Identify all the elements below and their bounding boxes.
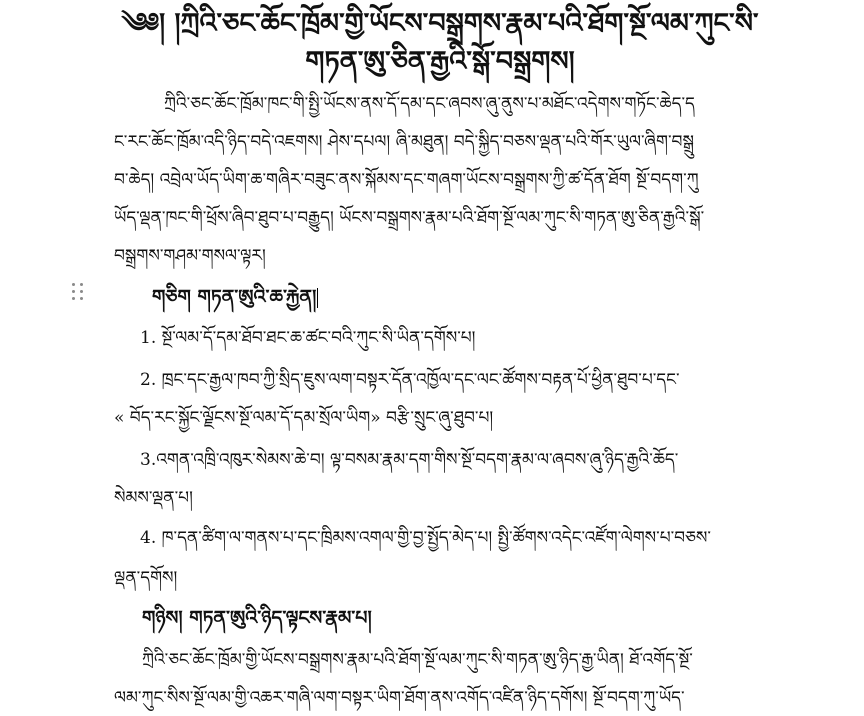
section-1-item-4-cont: ལྡན་དགོས།	[114, 568, 178, 588]
intro-line-3: བ་ཆེད། འབྲེལ་ཡོད་ཡིག་ཆ་གཞིར་བཟུང་ནས་སྐོམས་དང་གཞག་ཡོངས་བསྒྲགས་ཀྱི་ཚ་དོན་ཐོག སྔོ་བདག་ཀུ	[114, 170, 699, 190]
document-title-line-1: ༄༅། །ཀྲིའི་ཅང་ཆོང་ཁྲོམ་གྱི་ཡོངས་བསྒྲགས་རྣམ་པའི་ཐོག་སྔོ་ལམ་ཀུང་སི་	[121, 8, 759, 39]
section-1-item-3: 3.འགན་འཁྲི་འཁུར་སེམས་ཆེ་བ། ལྟ་བསམ་རྣམ་དག་གིས་སྔོ་བདག་རྣམ་ལ་ཞབས་ཞུ་ཉིད་རྒྱའི་ཆོད་	[140, 450, 679, 470]
section-1-item-2: 2. ཁྲང་དང་རྒྱལ་ཁབ་ཀྱི་སྲིད་ཇུས་ལག་བསྟར་དོན་འཁྱོལ་དང་ལང་ཚོགས་བརྟན་པོ་ཕྱིན་ཐུབ་པ་དང་	[140, 370, 680, 390]
section-2-line-2: ལམ་ཀུང་སིས་སྔོ་ལམ་གྱི་འཆར་གཞི་ལག་བསྟར་ཡིག་ཐོག་ནས་འགོད་འཛིན་ཉིད་དགོས། སྔོ་བདག་ཀུ་ཡོད་	[114, 688, 685, 708]
document-title-line-2: གཏན་ཨུ་ཅིན་རྒྱའི་སྒོ་བསྒྲགས།	[305, 46, 575, 77]
section-1-heading	[152, 282, 318, 312]
intro-line-5: བསྒྲགས་གཤམ་གསལ་ལྟར།	[114, 246, 266, 266]
intro-line-2: ང་རང་ཆོང་ཁྲོམ་འདི་ཉིད་བདེ་འཇགས། ཤེས་དཔལ། ཞི་མཐུན། བདེ་སྐྱིད་བཅས་ལྡན་པའི་གོར་ཡུལ་ཞིག་བསྒྲུ	[114, 132, 694, 152]
section-2-line-1: ཀྲིའི་ཅང་ཆོང་ཁྲོམ་གྱི་ཡོངས་བསྒྲགས་རྣམ་པའི་ཐོག་སྔོ་ལམ་ཀུང་སི་གཏན་ཨུ་ཉིད་རྒྱ་ཡིན། ཐོ་འགོད་སྔོ་	[142, 650, 693, 670]
text-cursor	[317, 288, 318, 308]
intro-line-4: ཡོད་ལྡན་ཁང་གི་ཕྲོས་ཞིབ་ཐུབ་པ་བརྒྱུད། ཡོངས་བསྒྲགས་རྣམ་པའི་ཐོག་སྔོ་ལམ་ཀུང་སི་གཏན་ཨུ་ཅིན་རྒྱའི་སྒོ་	[114, 208, 705, 228]
section-1-item-4: 4. ཁ་དན་ཚིག་ལ་གནས་པ་དང་ཁྲིམས་འགལ་གྱི་བྱ་སྤྱོད་མེད་པ། སྤྱི་ཚོགས་འདེང་འཛོག་ལེགས་པ་བཅས་	[140, 528, 711, 548]
section-1-item-2-cont: « བོད་རང་སྐྱོང་ལྗོངས་སྔོ་ལམ་དོ་དམ་སྲོལ་ཡིག» བརྩི་སྲུང་ཞུ་ཐུབ་པ།	[114, 408, 494, 428]
intro-line-1: ཀྲིའི་ཅང་ཆོང་ཁྲོམ་ཁང་གི་སྤྱི་ཡོངས་ནས་དོ་དམ་དང་ཞབས་ཞུ་ནུས་པ་མཐོང་འདེགས་གཏོང་ཆེད་ད	[164, 94, 695, 114]
section-1-item-3-cont: སེམས་ལྡན་པ།	[114, 488, 193, 508]
section-2-heading: གཉིས། གཏན་ཨུའི་ཉིད་ལྟངས་རྣམ་པ།	[142, 607, 372, 629]
section-1-item-1: 1. སྔོ་ལམ་དོ་དམ་ཐོབ་ཐང་ཆ་ཚང་བའི་ཀུང་སི་ཡིན་དགོས་པ།	[140, 328, 476, 348]
section-1-heading-text: གཅིག གཏན་ཨུའི་ཆ་རྐྱེན།	[152, 286, 317, 308]
drag-handle-icon[interactable]	[72, 283, 84, 301]
